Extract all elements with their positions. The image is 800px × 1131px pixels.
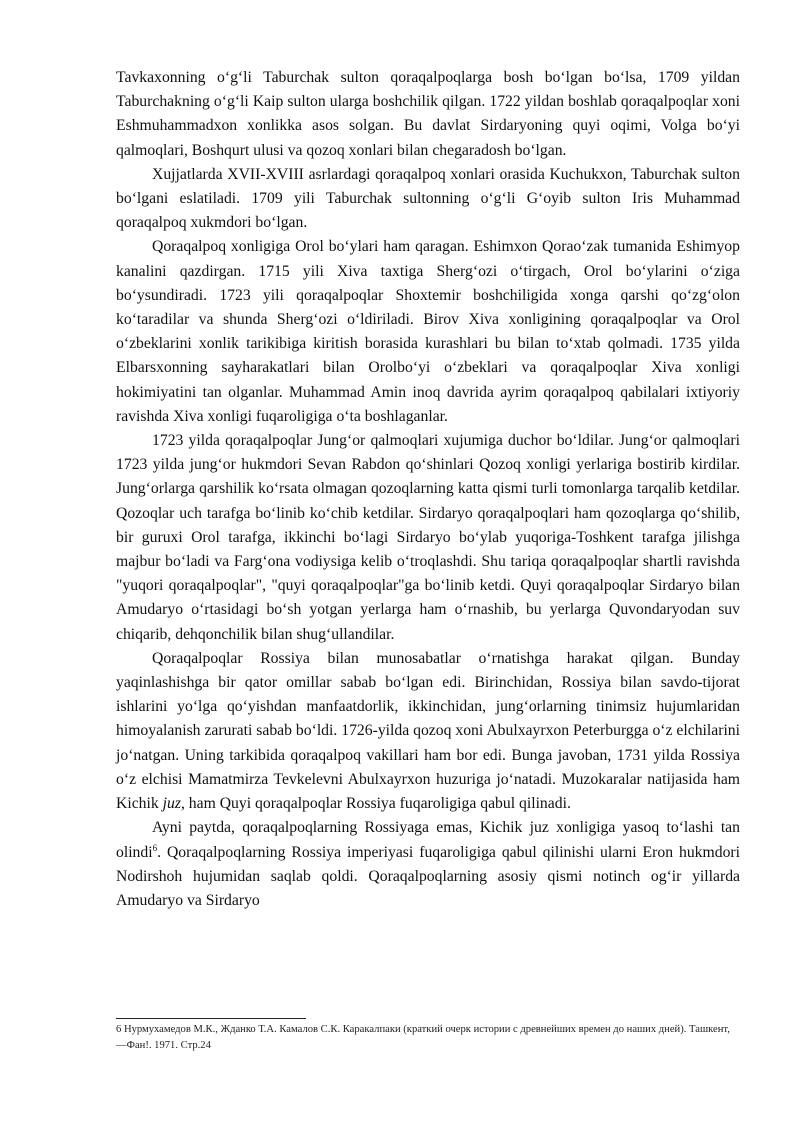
paragraph-1: Tavkaxonning o‘g‘li Taburchak sulton qoraqalpoqlarga bosh bo‘lgan bo‘lsa, 1709 yildan Taburchakning o‘g‘li Kaip sulton ularga boshchilik qilgan. 1722 yildan boshlab qoraqalpoqlar xoni Eshmuhammadxon xonlikka asos solgan. Bu davlat Sirdaryoning quyi oqimi, Volga bo‘yi qalmoqlari, Boshqurt ulusi va qozoq xonlari bilan chegaradosh bo‘lgan. xyxy=(116,69,740,159)
italic-word: juz xyxy=(162,795,181,813)
paragraph-4: 1723 yilda qoraqalpoqlar Jung‘or qalmoqlari xujumiga duchor bo‘ldilar. Jung‘or qalmoqlari 1723 yilda jung‘or hukmdori Sevan Rabdon qo‘shinlari Qozoq xonligi yerlariga bostirib kirdilar. Jung‘orlarga qarshilik ko‘rsata olmagan qozoqlarning katta qismi turli tomonlarga tarqalib ketdilar. Qozoqlar uch tarafga bo‘linib ko‘chib ketdilar. Sirdaryo qoraqalpoqlari ham qozoqlarga qo‘shilib, bir guruxi Orol tarafga, ikkinchi bo‘lagi Sirdaryo bo‘ylab yuqoriga-Toshkent tarafga jilishga majbur bo‘ladi va Farg‘ona vodiysiga kelib o‘troqlashdi. Shu tariqa qoraqalpoqlar shartli ravishda "yuqori qoraqalpoqlar", "quyi qoraqalpoqlar"ga bo‘linib ketdi. Quyi qoraqalpoqlar Sirdaryo bilan Amudaryo o‘rtasidagi bo‘sh yotgan yerlarga ham o‘rnashib, bu yerlarga Quvondaryodan suv chiqarib, dehqonchilik bilan shug‘ullandilar. xyxy=(116,432,740,643)
footnote xyxy=(116,1022,740,1053)
paragraph-6 xyxy=(116,816,740,913)
footnote-text: Нурмухамедов М.К., Жданко Т.А. Камалов С.К. Каракалпаки (краткий очерк истории с древнейших времен до наших дней). Ташкент, —Фан!. 1971. Стр.24 xyxy=(116,1024,730,1051)
paragraph-6-continuation: . Qoraqalpoqlarning Rossiya imperiyasi fuqaroligiga qabul qilinishi ularni Eron hukmdori Nodirshoh hujumidan saqlab qoldi. Qoraqalpoqlarning asosiy qismi notinch og‘ir yillarda Amudaryo va Sirdaryo xyxy=(116,843,740,909)
paragraph-5 xyxy=(116,647,740,816)
paragraph-3: Qoraqalpoq xonligiga Orol bo‘ylari ham qaragan. Eshimxon Qorao‘zak tumanida Eshimyop kanalini qazdirgan. 1715 yili Xiva taxtiga Sherg‘ozi o‘tirgach, Orol bo‘ylarini o‘ziga bo‘ysundiradi. 1723 yili qoraqalpoqlar Shoxtemir boshchiligida xonga qarshi qo‘zg‘olon ko‘taradilar va shunda Sherg‘ozi o‘ldiriladi. Birov Xiva xonligining qoraqalpoqlar va Orol o‘zbeklarini xonlik tarikibiga kiritish borasida kurashlari bu bilan to‘xtab qolmadi. 1735 yilda Elbarsxonning sayharakatlari bilan Orolbo‘yi o‘zbeklari va qoraqalpoqlar Xiva xonligi hokimiyatini tan olganlar. Muhammad Amin inoq davrida ayrim qoraqalpoq qabilalari ixtiyoriy ravishda Xiva xonligi fuqaroligiga o‘ta boshlaganlar. xyxy=(116,238,740,425)
paragraph-6-text: Ayni paytda, qoraqalpoqlarning Rossiyaga emas, Kichik juz xonligiga yasoq to‘lashi tan olindi xyxy=(116,819,740,861)
footnote-number: 6 xyxy=(116,1024,122,1035)
paragraph-5-tail: , ham Quyi qoraqalpoqlar Rossiya fuqaroligiga qabul qilinadi. xyxy=(180,795,571,813)
paragraph-5-text: Qoraqalpoqlar Rossiya bilan munosabatlar o‘rnatishga harakat qilgan. Bunday yaqinlashishga bir qator omillar sabab bo‘lgan edi. Birinchidan, Rossiya bilan savdo-tijorat ishlarini yo‘lga qo‘yishdan manfaatdorlik, ikkinchidan, jung‘orlarning tinimsiz hujumlaridan himoyalanish zarurati sabab bo‘ldi. 1726-yilda qozoq xoni Abulxayrxon Peterburgga o‘z elchilarini jo‘natgan. Uning tarkibida qoraqalpoq vakillari ham bor edi. Bunga javoban, 1731 yilda Rossiya o‘z elchisi Mamatmirza Tevkelevni Abulxayrxon huzuriga jo‘natadi. Muzokaralar natijasida ham Kichik xyxy=(116,649,740,813)
paragraph-2: Xujjatlarda XVII-XVIII asrlardagi qoraqalpoq xonlari orasida Kuchukxon, Taburchak sulton bo‘lgani eslatiladi. 1709 yili Taburchak sultonning o‘g‘li G‘oyib sulton Iris Muhammad qoraqalpoq xukmdori bo‘lgan. xyxy=(116,165,740,232)
footnote-reference[interactable]: 6 xyxy=(152,842,158,853)
body-text xyxy=(116,66,740,913)
footnote-divider xyxy=(116,1018,306,1019)
